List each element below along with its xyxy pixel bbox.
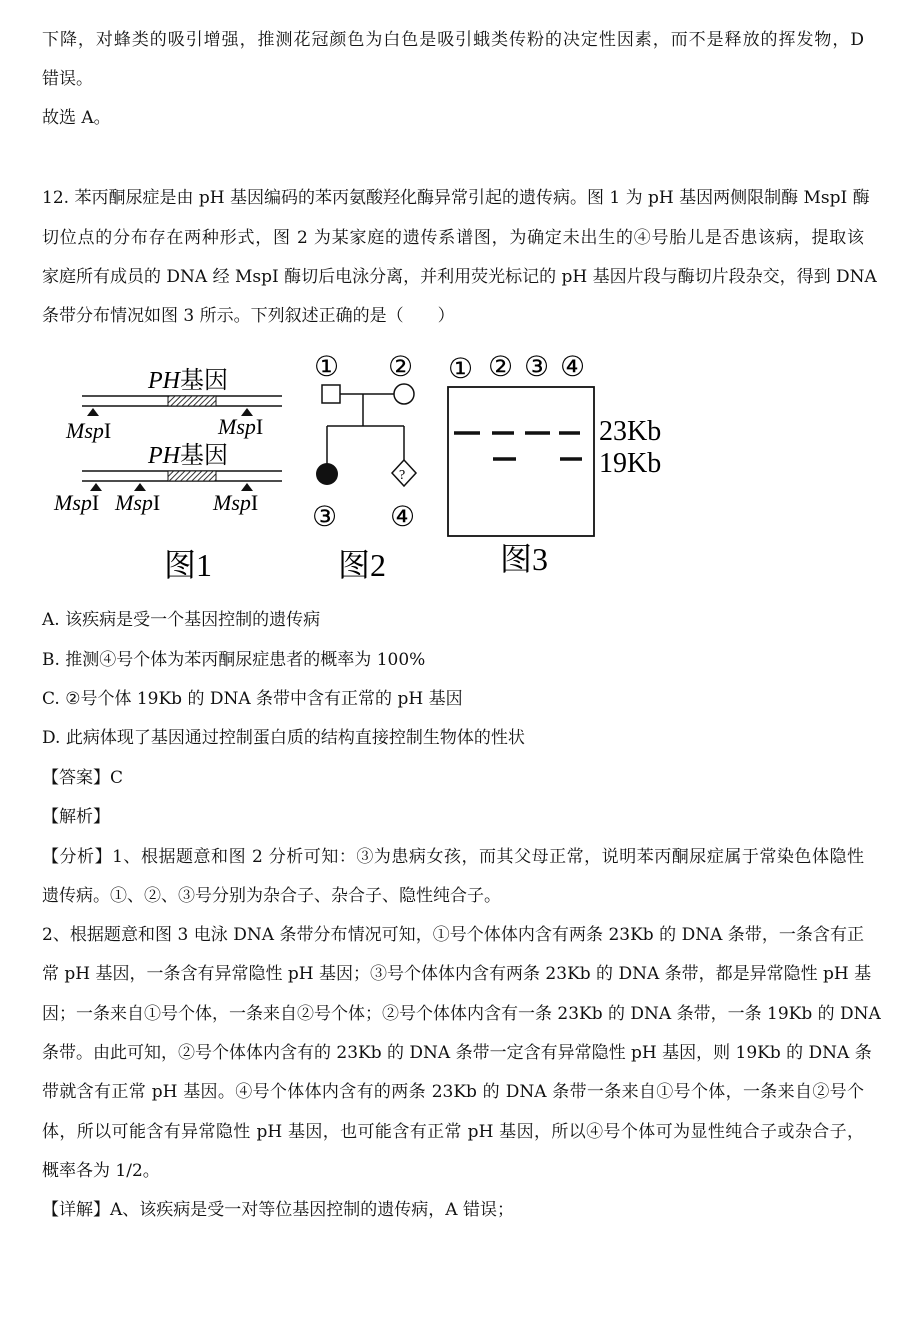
pedigree-label-4: ④ — [390, 502, 416, 533]
question-figures — [40, 338, 700, 588]
question-line-1: 12. 苯丙酮尿症是由 pH 基因编码的苯丙氨酸羟化酶异常引起的遗传病。图 1 为 pH 基因两侧限制酶 MspI 酶 — [42, 188, 870, 208]
fig1-gene-label-bottom: PH基因 — [148, 443, 228, 469]
fig1-caption: 图1 — [164, 547, 213, 583]
prev-answer-line-1: 下降，对蜂类的吸引增强，推测花冠颜色为白色是吸引蛾类传粉的决定性因素，而不是释放的挥发物，D — [42, 30, 864, 50]
fig1-enzyme-label: MspI — [66, 418, 112, 443]
gel-lane-label-2: ② — [488, 352, 514, 383]
pedigree-label-1: ① — [314, 352, 340, 383]
gel-size-23kb: 23Kb — [599, 416, 662, 447]
pedigree-unknown-mark: ? — [399, 468, 406, 483]
prev-answer-conclusion: 故选 A。 — [42, 108, 111, 128]
fig2-caption: 图2 — [338, 547, 387, 583]
fig1-enzyme-label: MspI — [115, 490, 161, 515]
analysis-p1-line-1: 【分析】1、根据题意和图 2 分析可知：③为患病女孩，而其父母正常，说明苯丙酮尿症属于常染色体隐性 — [42, 847, 864, 867]
question-line-2: 切位点的分布存在两种形式，图 2 为某家庭的遗传系谱图，为确定未出生的④号胎儿是否患该病，提取该 — [42, 228, 864, 248]
figure-2 — [312, 352, 416, 583]
question-line-3: 家庭所有成员的 DNA 经 MspI 酶切后电泳分离，并利用荧光标记的 pH 基因片段与酶切片段杂交，得到 DNA — [42, 267, 877, 287]
analysis-p2-line-7: 概率各为 1/2。 — [42, 1161, 160, 1181]
pedigree-label-3: ③ — [312, 502, 338, 533]
gel-lane-label-4: ④ — [560, 352, 586, 383]
fig1-gene-segment-bottom — [168, 471, 216, 481]
option-d: D. 此病体现了基因通过控制蛋白质的结构直接控制生物体的性状 — [42, 728, 525, 748]
detail-line: 【详解】A、该疾病是受一对等位基因控制的遗传病，A 错误； — [42, 1200, 514, 1220]
pedigree-affected-daughter — [316, 463, 338, 485]
gel-frame — [448, 387, 594, 536]
pedigree-father-square — [322, 385, 340, 403]
analysis-title: 【解析】 — [42, 807, 110, 827]
analysis-p2-line-6: 体，所以可能含有异常隐性 pH 基因，也可能含有正常 pH 基因，所以④号个体可为显性纯合子或杂合子， — [42, 1122, 864, 1142]
option-c: C. ②号个体 19Kb 的 DNA 条带中含有正常的 pH 基因 — [42, 689, 463, 709]
fig1-gene-label-top: PH基因 — [148, 368, 228, 394]
fig1-enzyme-label: MspI — [54, 490, 100, 515]
option-a: A. 该疾病是受一个基因控制的遗传病 — [42, 610, 321, 630]
fig1-enzyme-label: MspI — [218, 414, 264, 439]
fig3-caption: 图3 — [500, 541, 549, 577]
analysis-p2-line-3: 因；一条来自①号个体，一条来自②号个体；②号个体体内含有一条 23Kb 的 DNA 条带，一条 19Kb 的 DNA — [42, 1004, 881, 1024]
fig1-site-top-left — [87, 408, 99, 416]
question-line-4: 条带分布情况如图 3 所示。下列叙述正确的是（ ） — [42, 306, 455, 326]
option-b: B. 推测④号个体为苯丙酮尿症患者的概率为 100% — [42, 650, 426, 670]
analysis-p2-line-5: 带就含有正常 pH 基因。④号个体体内含有的两条 23Kb 的 DNA 条带一条来自①号个体，一条来自②号个 — [42, 1082, 864, 1102]
gel-size-19kb: 19Kb — [599, 448, 662, 479]
answer: 【答案】C — [42, 768, 124, 788]
gel-lane-label-1: ① — [448, 354, 474, 385]
analysis-p2-line-2: 常 pH 基因，一条含有异常隐性 pH 基因；③号个体体内含有两条 23Kb 的 DNA 条带，都是异常隐性 pH 基 — [42, 964, 872, 984]
fig1-enzyme-label: MspI — [213, 490, 259, 515]
figure-1 — [53, 367, 282, 583]
analysis-p2-line-4: 条带。由此可知，②号个体体内含有的 23Kb 的 DNA 条带一定含有异常隐性 pH 基因，则 19Kb 的 DNA 条 — [42, 1043, 872, 1063]
analysis-p2-line-1: 2、根据题意和图 3 电泳 DNA 条带分布情况可知，①号个体体内含有两条 23Kb 的 DNA 条带，一条含有正 — [42, 925, 864, 945]
gel-lane-label-3: ③ — [524, 352, 550, 383]
figure-3 — [448, 352, 661, 577]
analysis-p1-line-2: 遗传病。①、②、③号分别为杂合子、杂合子、隐性纯合子。 — [42, 886, 501, 906]
prev-answer-line-2: 错误。 — [42, 69, 93, 89]
fig1-gene-segment-top — [168, 396, 216, 406]
pedigree-label-2: ② — [388, 352, 414, 383]
pedigree-mother-circle — [394, 384, 414, 404]
